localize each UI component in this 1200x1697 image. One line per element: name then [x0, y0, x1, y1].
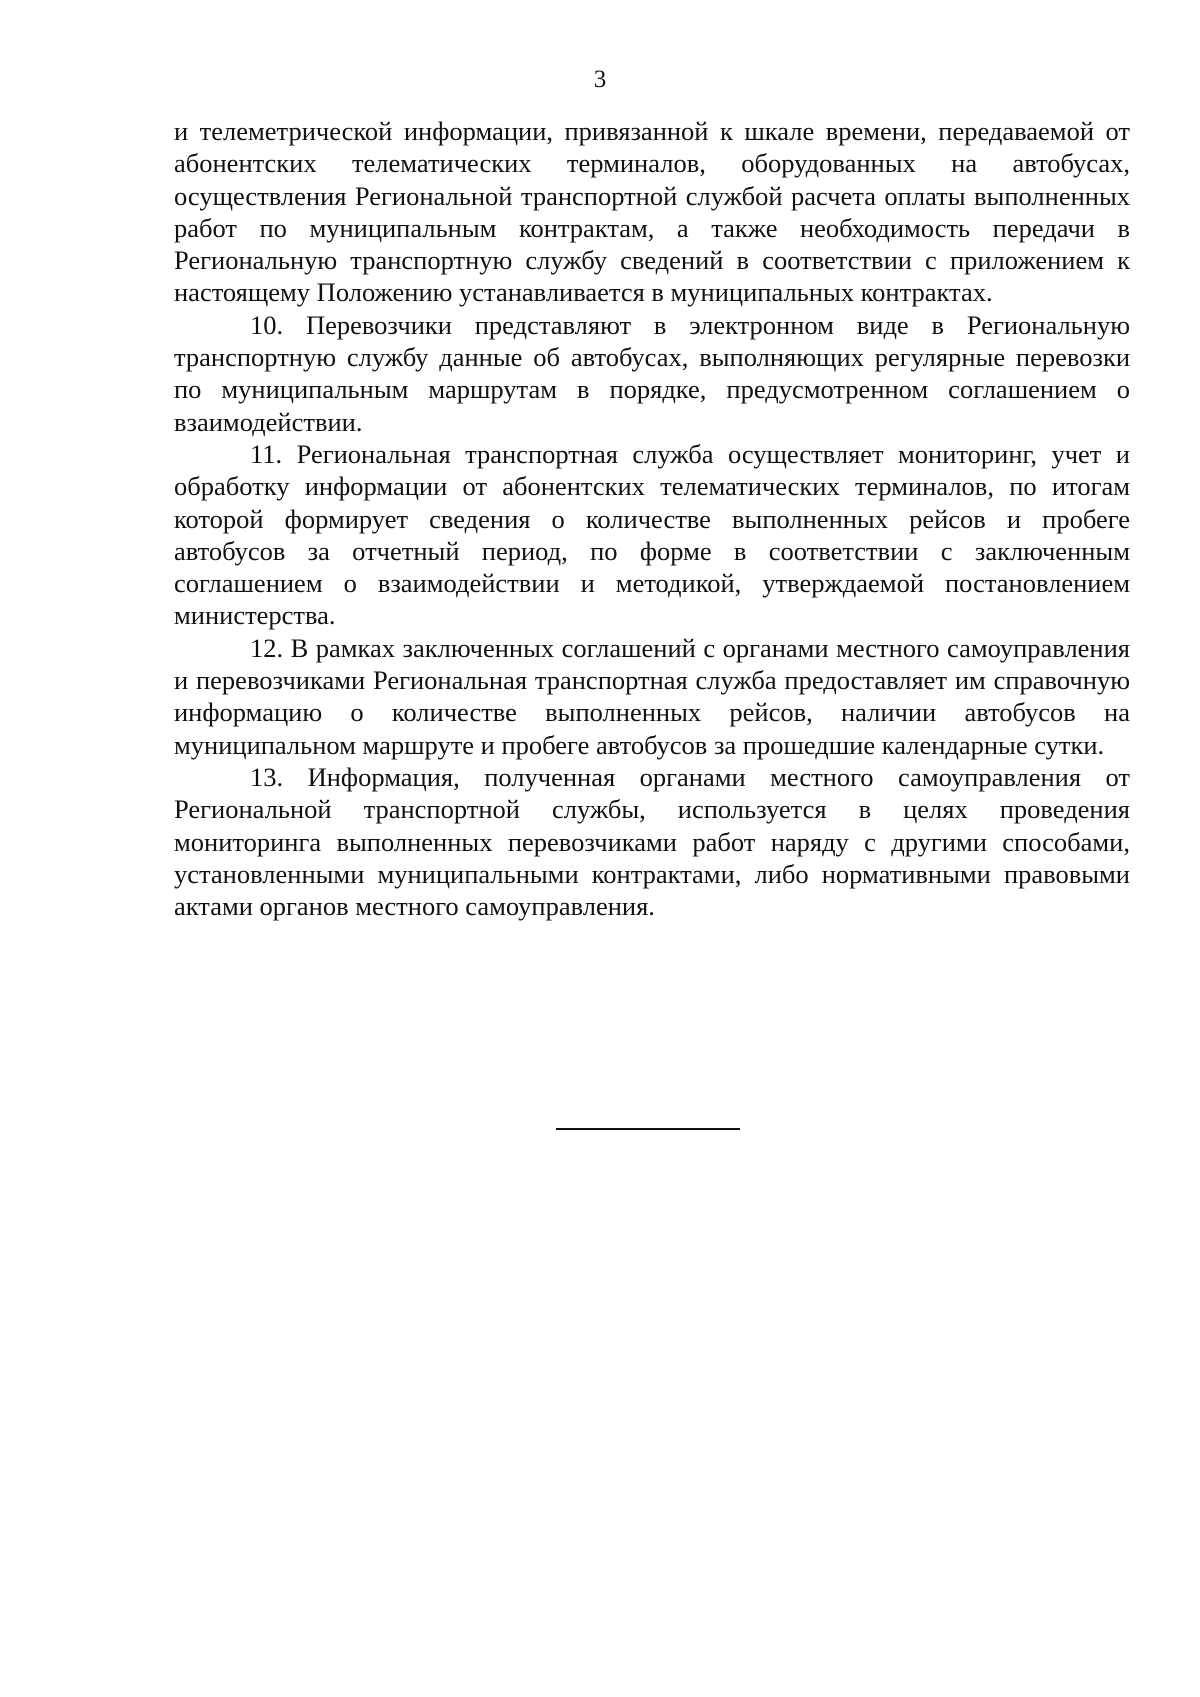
- end-of-document-rule: [556, 1128, 740, 1130]
- paragraph-item-13: 13. Информация, полученная органами местного самоуправления от Региональной транспортной службы, используется в целях проведения мониторинга выполненных перевозчиками работ наряду с другими способами, установленными муниципальными контрактами, либо нормативными правовыми актами органов местного самоуправления.: [174, 761, 1130, 922]
- paragraph-item-11: 11. Региональная транспортная служба осуществляет мониторинг, учет и обработку информации от абонентских телематических терминалов, по итогам которой формирует сведения о количестве выполненных рейсов и пробеге автобусов за отчетный период, по форме в соответствии с заключенным соглашением о взаимодействии и методикой, утверждаемой постановлением министерства.: [174, 438, 1130, 631]
- paragraph-continuation: и телеметрической информации, привязанной к шкале времени, передаваемой от абонентских телематических терминалов, оборудованных на автобусах, осуществления Региональной транспортной службой расчета оплаты выполненных работ по муниципальным контрактам, а также необходимость передачи в Региональную транспортную службу сведений в соответствии с приложением к настоящему Положению устанавливается в муниципальных контрактах.: [174, 116, 1130, 308]
- page-number: 3: [593, 66, 607, 93]
- document-body: [174, 115, 1130, 922]
- paragraph-item-10: 10. Перевозчики представляют в электронном виде в Региональную транспортную службу данные об автобусах, выполняющих регулярные перевозки по муниципальным маршрутам в порядке, предусмотренном соглашением о взаимодействии.: [174, 309, 1130, 437]
- paragraph-item-12: 12. В рамках заключенных соглашений с органами местного самоуправления и перевозчиками Региональная транспортная служба предоставляет им справочную информацию о количестве выполненных рейсов, наличии автобусов на муниципальном маршруте и пробеге автобусов за прошедшие календарные сутки.: [174, 632, 1130, 760]
